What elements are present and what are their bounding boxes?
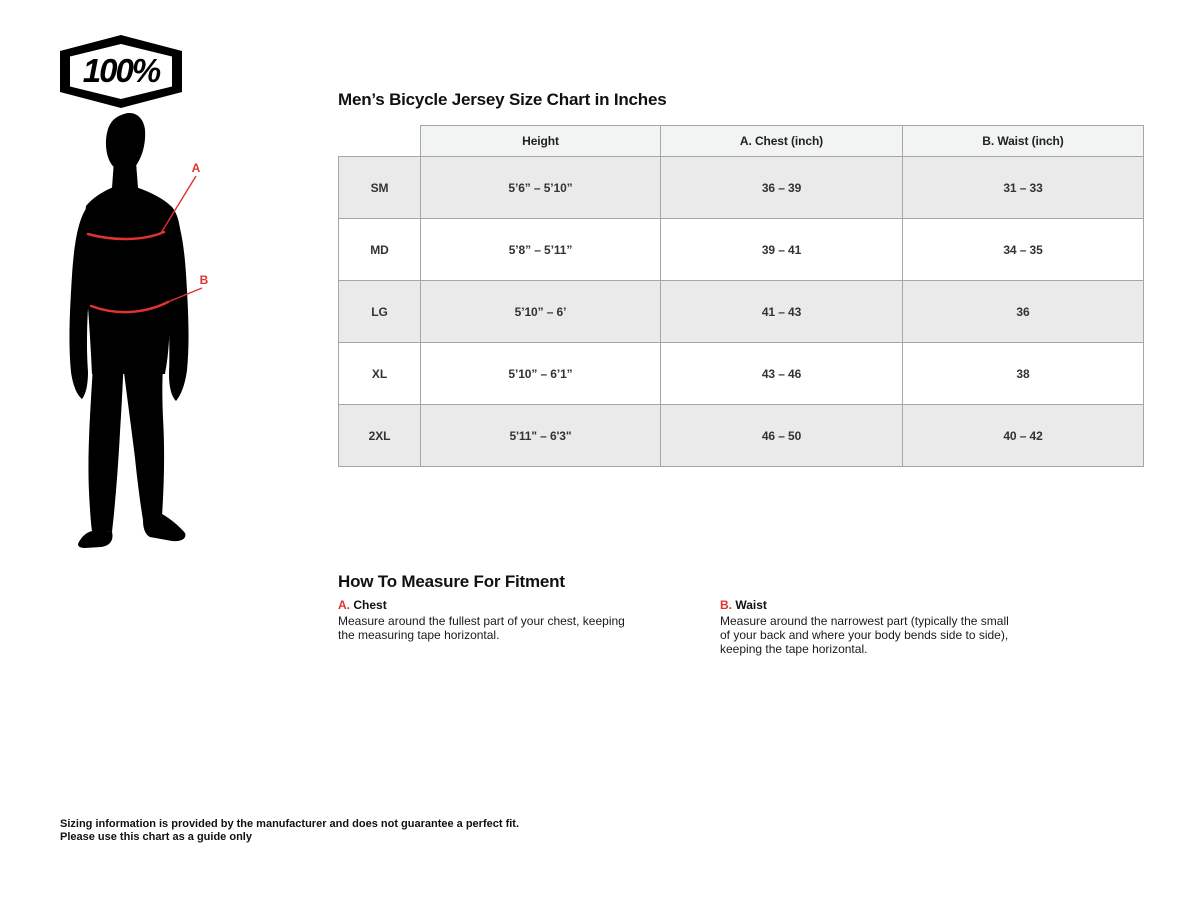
size-cell: SM <box>339 157 421 219</box>
measure-text-waist: Measure around the narrowest part (typically the small of your back and where your body bends side to side), keeping the tape horizontal. <box>720 614 1009 656</box>
chest-cell: 36 – 39 <box>661 157 903 219</box>
how-to-measure-title: How To Measure For Fitment <box>338 572 565 591</box>
measure-letter-a: A. <box>338 598 350 612</box>
waist-label-b: B <box>199 273 209 287</box>
measure-name-chest: Chest <box>353 598 387 612</box>
table-header-row <box>339 126 1144 157</box>
chest-cell: 39 – 41 <box>661 219 903 281</box>
height-cell: 5’6” – 5’10” <box>421 157 661 219</box>
height-cell: 5’8” – 5’11” <box>421 219 661 281</box>
waist-cell: 34 – 35 <box>903 219 1144 281</box>
size-cell: 2XL <box>339 405 421 467</box>
waist-cell: 40 – 42 <box>903 405 1144 467</box>
disclaimer <box>60 818 519 843</box>
size-chart-title: Men’s Bicycle Jersey Size Chart in Inches <box>338 90 667 109</box>
waist-cell: 31 – 33 <box>903 157 1144 219</box>
measure-text-chest: Measure around the fullest part of your chest, keeping the measuring tape horizontal. <box>338 614 625 642</box>
corner-cell <box>339 126 421 157</box>
waist-cell: 36 <box>903 281 1144 343</box>
disclaimer-line-1: Sizing information is provided by the manufacturer and does not guarantee a perfect fit. <box>60 818 520 830</box>
chest-cell: 41 – 43 <box>661 281 903 343</box>
measure-name-waist: Waist <box>735 598 767 612</box>
height-cell: 5’10” – 6’1” <box>421 343 661 405</box>
height-cell: 5’10” – 6’ <box>421 281 661 343</box>
table-row-lg <box>339 281 1144 343</box>
table-row-2xl <box>339 405 1144 467</box>
column-header-height: Height <box>421 126 661 157</box>
disclaimer-line-2: Please use this chart as a guide only <box>60 830 252 843</box>
measure-item-waist <box>720 598 1020 656</box>
waist-cell: 38 <box>903 343 1144 405</box>
100-percent-logo-icon <box>60 35 182 108</box>
male-silhouette-icon <box>58 110 210 550</box>
size-cell: LG <box>339 281 421 343</box>
table-row-xl <box>339 343 1144 405</box>
logo-text: 100% <box>82 52 160 89</box>
size-table-container <box>338 125 1144 467</box>
chest-cell: 43 – 46 <box>661 343 903 405</box>
measure-letter-b: B. <box>720 598 732 612</box>
height-cell: 5'11" – 6'3" <box>421 405 661 467</box>
brand-logo <box>60 35 182 108</box>
size-cell: MD <box>339 219 421 281</box>
column-header-chest: A. Chest (inch) <box>661 126 903 157</box>
measure-item-chest-label <box>338 598 638 612</box>
measure-item-chest <box>338 598 638 642</box>
body-measurement-diagram <box>58 110 210 550</box>
chest-cell: 46 – 50 <box>661 405 903 467</box>
table-row-sm <box>339 157 1144 219</box>
size-table <box>338 125 1144 467</box>
size-cell: XL <box>339 343 421 405</box>
column-header-waist: B. Waist (inch) <box>903 126 1144 157</box>
chest-label-a: A <box>191 161 201 175</box>
table-row-md <box>339 219 1144 281</box>
measure-item-waist-label <box>720 598 1020 612</box>
